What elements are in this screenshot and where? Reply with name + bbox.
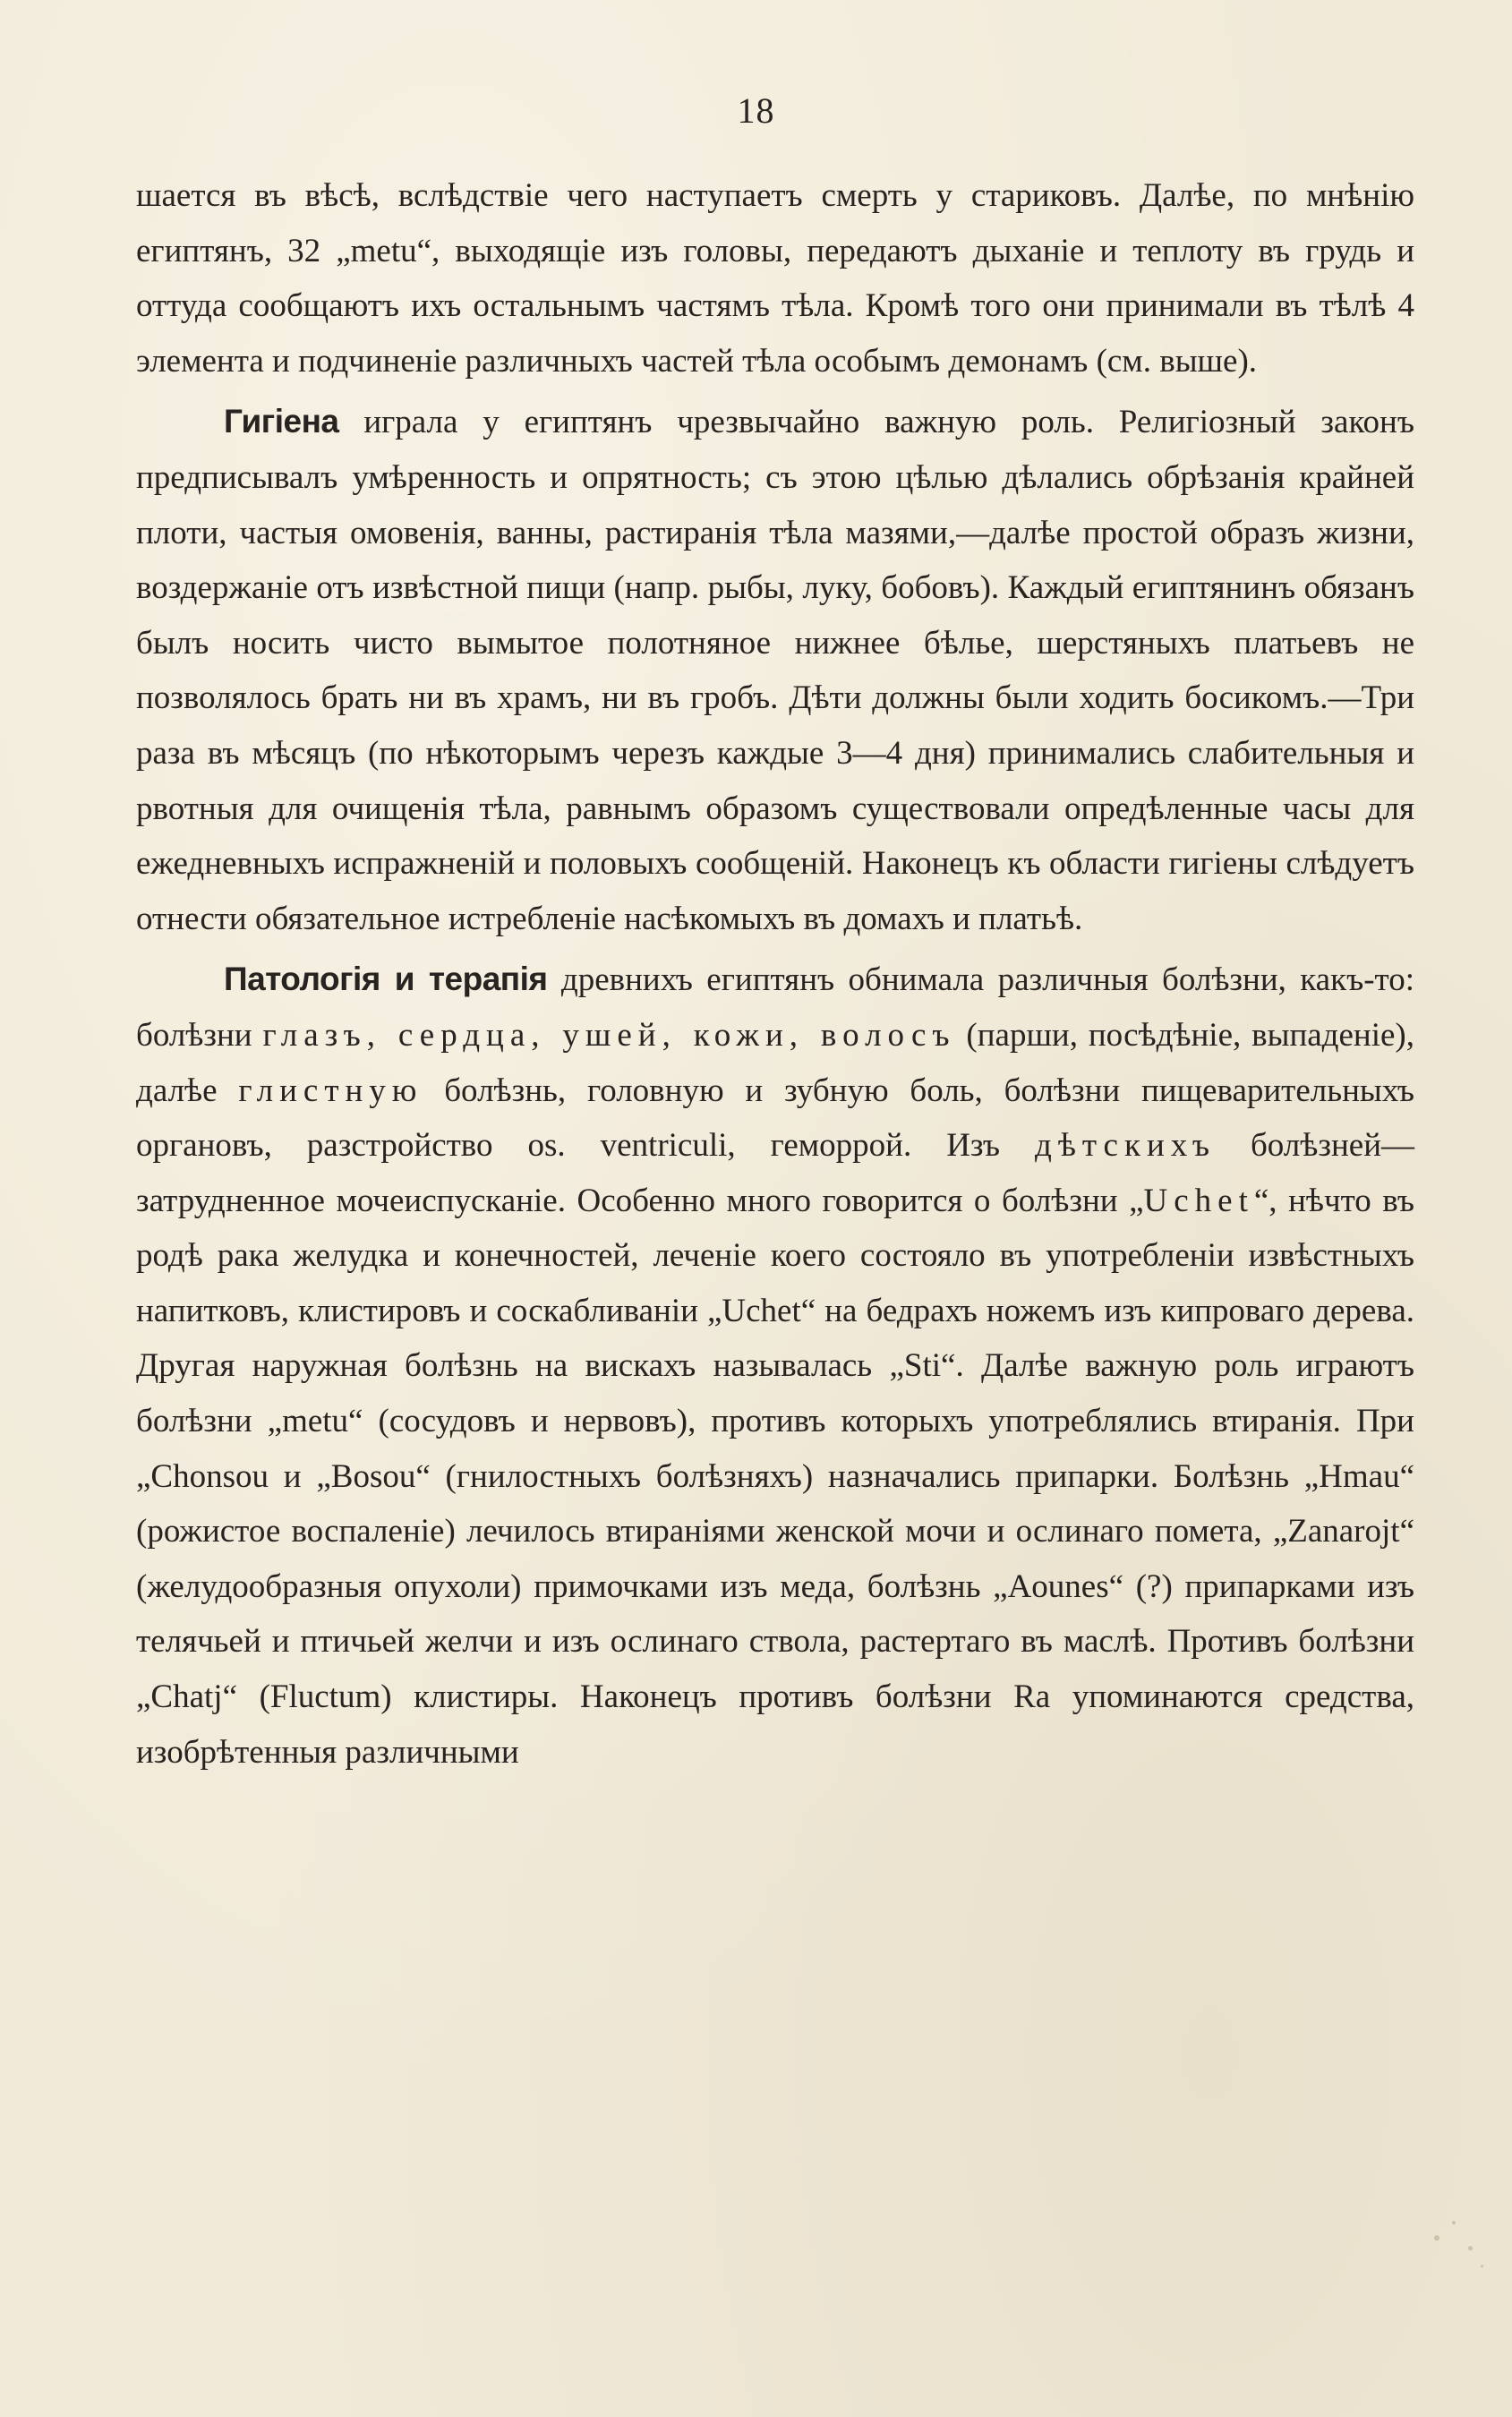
pathology-spaced-diseases: глазъ, сердца, ушей, кожи, волосъ: [262, 1016, 956, 1054]
pathology-spaced-children: дѣтскихъ: [1035, 1127, 1216, 1165]
paper-speckle: [1468, 2246, 1473, 2250]
text-column: [136, 168, 1414, 1780]
paragraph-hygiene-text: играла у египтянъ чрезвычайно важную роль. Религіозный законъ предписывалъ умѣренность и опрятность; съ этою цѣлью дѣлались обрѣзанія крайней плоти, частыя омовенія, ванны, растиранія тѣла мазями,—далѣе простой образъ жизни, воздержаніе отъ извѣстной пищи (напр. рыбы, луку, бобовъ). Каждый египтянинъ обязанъ былъ носить чисто вымытое полотняное нижнее бѣлье, шерстяныхъ платьевъ не позволялось брать ни въ храмъ, ни въ гробъ. Дѣти должны были ходить босикомъ.—Три раза въ мѣсяцъ (по нѣкоторымъ черезъ каждые 3—4 дня) принимались слабительныя и рвотныя для очищенія тѣла, равнымъ образомъ существовали опредѣленные часы для ежедневныхъ испражненій и половыхъ сообщеній. Наконецъ къ области гигіены слѣдуетъ отнести обязательное истребленіе насѣкомыхъ въ домахъ и платьѣ.: [136, 404, 1414, 937]
section-heading-hygiene: Гигіена: [224, 403, 339, 440]
paragraph-pathology: [136, 952, 1414, 1780]
pathology-spaced-uchet: Uchet: [1143, 1182, 1254, 1219]
paper-speckle: [1481, 2265, 1483, 2268]
pathology-text-4: болѣзней—затрудненное мочеиспусканіе. Особенно много говорится о болѣзни „: [136, 1127, 1414, 1219]
paper-speckle: [1434, 2235, 1439, 2241]
paragraph-hygiene: [136, 394, 1414, 946]
pathology-text-5: “, нѣчто въ родѣ рака желудка и конечностей, леченіе коего состояло въ употребленіи извѣстныхъ напитковъ, клистировъ и соскабливаніи „Uchet“ на бедрахъ ножемъ изъ кипроваго дерева. Другая наружная болѣзнь на вискахъ называлась „Sti“. Далѣе важную роль играютъ болѣзни „metu“ (сосудовъ и нервовъ), противъ которыхъ употреблялись втиранія. При „Chonsou и „Bosou“ (гнилостныхъ болѣзняхъ) назначались припарки. Болѣзнь „Hmau“ (рожистое воспаленіе) лечилось втираніями женской мочи и ослинаго помета, „Zanarojt“ (желудообразныя опухоли) примочками изъ меда, болѣзнь „Aounes“ (?) припарками изъ телячьей и птичьей желчи и изъ ослинаго ствола, растертаго въ маслѣ. Противъ болѣзни „Chatj“ (Fluctum) клистиры. Наконецъ противъ болѣзни Ra упоминаются средства, изобрѣтенныя различными: [136, 1182, 1414, 1771]
pathology-text-2: (парши, посѣдѣніе, выпаденіе), далѣе: [136, 1016, 1414, 1109]
pathology-text-3: болѣзнь, головную и зубную боль, болѣзни пищеварительныхъ органовъ, разстройство os. ventriculi, геморрой. Изъ: [136, 1072, 1414, 1165]
pathology-text-1: древнихъ египтянъ обнимала различныя болѣзни, какъ-то: болѣзни: [136, 961, 1414, 1054]
paragraph-continuation: шается въ вѣсѣ, вслѣдствіе чего наступаетъ смерть у стариковъ. Далѣе, по мнѣнію египтянъ, 32 „metu“, выходящіе изъ головы, передаютъ дыханіе и теплоту въ грудь и оттуда сообщаютъ ихъ остальнымъ частямъ тѣла. Кромѣ того они принимали въ тѣлѣ 4 элемента и подчиненіе различныхъ частей тѣла особымъ демонамъ (см. выше).: [136, 177, 1414, 380]
pathology-spaced-worms: глистную: [238, 1072, 423, 1109]
page-number: 18: [737, 90, 775, 131]
paper-speckle: [1452, 2221, 1456, 2225]
section-heading-pathology: Патологія и терапія: [224, 961, 548, 998]
